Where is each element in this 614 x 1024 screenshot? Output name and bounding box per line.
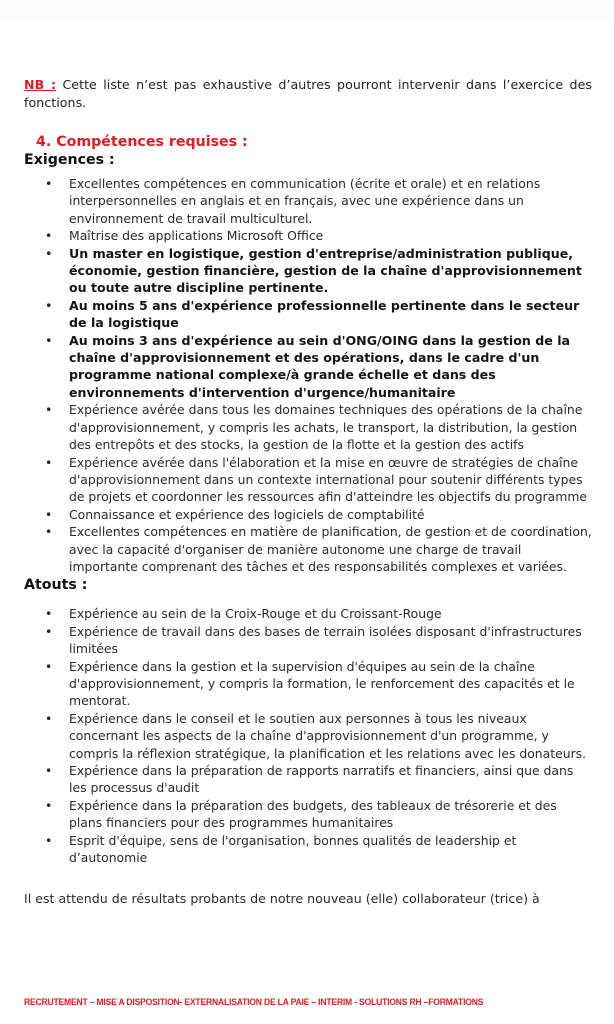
bullet-icon: • — [45, 524, 53, 540]
atouts-item-text: Expérience dans la gestion et la supervision d'équipes au sein de la chaîne d'approvisionnement, y compris la formation, le renforcement des capacités et le mentorat. — [69, 658, 575, 709]
bullet-icon: • — [45, 176, 53, 191]
exigences-item — [24, 523, 592, 575]
exigences-list — [24, 175, 592, 575]
exigences-item — [24, 332, 592, 402]
exigences-item — [24, 175, 592, 227]
bullet-icon: • — [45, 763, 53, 778]
bullet-icon: • — [45, 506, 53, 522]
exigences-item — [24, 227, 592, 244]
atouts-item — [24, 762, 592, 797]
bullet-icon: • — [45, 832, 53, 848]
exigences-item-text: Expérience avérée dans l'élaboration et la mise en œuvre de stratégies de chaîne d'approvisionnement dans un contexte international pour soutenir différents types de projets et coordonner les ressources afin d'atteindre les objectifs du programme — [69, 454, 588, 505]
bullet-icon: • — [45, 228, 53, 244]
closing-paragraph: Il est attendu de résultats probants de notre nouveau (elle) collaborateur (trice) à — [24, 891, 540, 907]
footer-services-banner: RECRUTEMENT – MISE A DISPOSITION- EXTERNALISATION DE LA PAIE – INTERIM - SOLUTIONS RH –FORMATIONS — [24, 997, 484, 1007]
exigences-heading: Exigences : — [24, 152, 115, 168]
bullet-icon: • — [45, 710, 53, 726]
top-band — [0, 0, 614, 22]
exigences-item-text: Excellentes compétences en matière de planification, de gestion et de coordination, avec la capacité d'organiser de manière autonome une charge de travail importante comprenant des tâches et des responsabilités complexes et variées. — [69, 524, 592, 574]
bullet-icon: • — [45, 606, 53, 622]
exigences-item-text: Maîtrise des applications Microsoft Office — [69, 228, 324, 244]
atouts-heading: Atouts : — [24, 577, 88, 594]
bullet-icon: • — [45, 332, 53, 348]
exigences-item — [24, 297, 592, 332]
nb-label: NB : — [24, 77, 57, 92]
bullet-icon: • — [45, 297, 53, 313]
exigences-item-text: Connaissance et expérience des logiciels de comptabilité — [69, 506, 425, 522]
atouts-item — [24, 605, 592, 622]
exigences-item-text: Au moins 5 ans d'expérience professionnelle pertinente dans le secteur de la logistique — [69, 297, 580, 331]
atouts-item — [24, 710, 592, 762]
atouts-item-text: Expérience au sein de la Croix-Rouge et du Croissant-Rouge — [69, 606, 442, 622]
exigences-item-text: Au moins 3 ans d'expérience au sein d'ONG/OING dans la gestion de la chaîne d'approvisionnement et des opérations, dans le cadre d'un programme national complexe/à grande échelle et dans des environnements d'intervention d'urgence/humanitaire — [69, 332, 571, 400]
exigences-item-text: Excellentes compétences en communication (écrite et orale) et en relations interpersonnelles en anglais et en français, avec une expérience dans un environnement de travail multiculturel. — [69, 176, 541, 226]
atouts-item-text: Expérience dans la préparation de rapports narratifs et financiers, ainsi que dans les processus d'audit — [69, 763, 574, 796]
section-title: 4. Compétences requises : — [36, 134, 248, 150]
exigences-item — [24, 454, 592, 506]
atouts-item-text: Expérience de travail dans des bases de terrain isolées disposant d'infrastructures limitées — [69, 623, 582, 657]
atouts-item — [24, 623, 592, 658]
bullet-icon: • — [45, 623, 53, 639]
atouts-item — [24, 658, 592, 710]
exigences-item — [24, 245, 592, 297]
exigences-item — [24, 506, 592, 523]
bullet-icon: • — [45, 797, 53, 813]
exigences-item — [24, 401, 592, 453]
bullet-icon: • — [45, 402, 53, 418]
exigences-item-text: Expérience avérée dans tous les domaines techniques des opérations de la chaîne d'approvisionnement, y compris les achats, le transport, la distribution, la gestion des entrepôts et des stocks, la gestion de la flotte et la gestion des actifs — [69, 402, 583, 453]
atouts-item — [24, 832, 592, 867]
nb-text: Cette liste n’est pas exhaustive d’autres pourront intervenir dans l’exercice des fonctions. — [24, 77, 592, 110]
atouts-item-text: Expérience dans le conseil et le soutien aux personnes à tous les niveaux concernant les aspects de la chaîne d'approvisionnement d'un programme, y compris la réflexion stratégique, la planification et les relations avec les donateurs. — [69, 710, 587, 761]
bullet-icon: • — [45, 245, 53, 261]
atouts-item-text: Expérience dans la préparation des budgets, des tableaux de trésorerie et des plans financiers pour des programmes humanitaires — [69, 797, 557, 831]
document-page — [24, 76, 592, 908]
atouts-item-text: Esprit d'équipe, sens de l'organisation, bonnes qualités de leadership et d’autonomie — [69, 832, 517, 866]
exigences-item-text: Un master en logistique, gestion d'entreprise/administration publique, économie, gestion financière, gestion de la chaîne d'approvisionnement ou toute autre discipline pertinente. — [69, 245, 582, 296]
bullet-icon: • — [45, 454, 53, 470]
nb-note — [24, 76, 592, 112]
bullet-icon: • — [45, 658, 53, 674]
atouts-list — [24, 605, 592, 866]
atouts-item — [24, 797, 592, 832]
